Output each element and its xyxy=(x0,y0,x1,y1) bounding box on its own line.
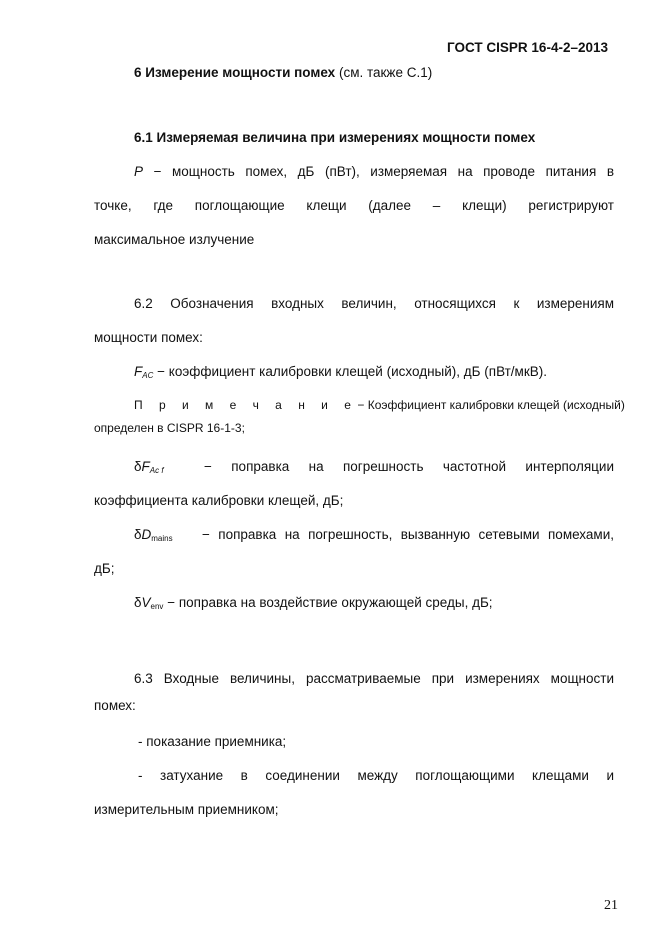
list-item-attenuation-line-1: - затухание в соединении между поглощающими клещами и xyxy=(138,768,614,783)
venv-definition xyxy=(134,594,493,616)
note-label: П р и м е ч а н и е xyxy=(134,398,358,412)
section-6-1-line-1 xyxy=(134,163,614,181)
section-6-2-line-2: мощности помех: xyxy=(94,330,203,345)
section-6-1-title: 6.1 Измеряемая величина при измерениях мощности помех xyxy=(134,130,536,145)
list-item-receiver-reading: - показание приемника; xyxy=(138,734,287,749)
dfacf-definition-text: − поправка на погрешность частотной интерполяции xyxy=(204,459,614,474)
note-line-1 xyxy=(134,397,625,413)
dmains-definition-line-1 xyxy=(134,526,614,548)
section-6-3-line-2: помех: xyxy=(94,698,136,713)
list-item-attenuation-line-2: измерительным приемником; xyxy=(94,802,279,817)
section-6-2-line-1: 6.2 Обозначения входных величин, относящихся к измерениям xyxy=(134,296,614,311)
page-number: 21 xyxy=(604,898,618,913)
symbol-dmains: $\delta D_{mains}$ xyxy=(134,527,173,543)
symbol-dfacf: $\delta F_{Ac f}$ xyxy=(134,459,164,475)
section-6-1-line-2: точке, где поглощающие клещи (далее – клещи) регистрируют xyxy=(94,198,614,213)
section-6-1-line-3: максимальное излучение xyxy=(94,232,255,247)
note-line-2: определен в CISPR 16-1-3; xyxy=(94,421,245,435)
dfacf-definition-line-2: коэффициента калибровки клещей, дБ; xyxy=(94,493,344,508)
dfacf-definition-line-1 xyxy=(134,458,614,480)
dmains-definition-line-2: дБ; xyxy=(94,561,115,576)
symbol-p: P xyxy=(134,164,144,179)
venv-definition-text: − поправка на воздействие окружающей среды, дБ; xyxy=(167,595,493,610)
section-6-1-line-1-text: − мощность помех, дБ (пВт), измеряемая на проводе питания в xyxy=(153,164,614,179)
document-header: ГОСТ CISPR 16-4-2–2013 xyxy=(447,40,608,55)
section-6-3-line-1: 6.3 Входные величины, рассматриваемые при измерениях мощности xyxy=(134,671,614,686)
fac-definition xyxy=(134,363,547,385)
symbol-fac: $F_{AC}$ xyxy=(134,364,154,380)
section-6-note: (см. также С.1) xyxy=(338,65,433,80)
dmains-definition-text: − поправка на погрешность, вызванную сетевыми помехами, xyxy=(202,527,614,542)
symbol-venv: $\delta V_{env}$ xyxy=(134,595,164,611)
note-text: − Коэффициент калибровки клещей (исходный) xyxy=(357,398,625,412)
section-6-heading xyxy=(134,64,432,82)
fac-definition-text: − коэффициент калибровки клещей (исходный), дБ (пВт/мкВ). xyxy=(157,364,547,379)
section-6-title: 6 Измерение мощности помех xyxy=(134,65,336,80)
